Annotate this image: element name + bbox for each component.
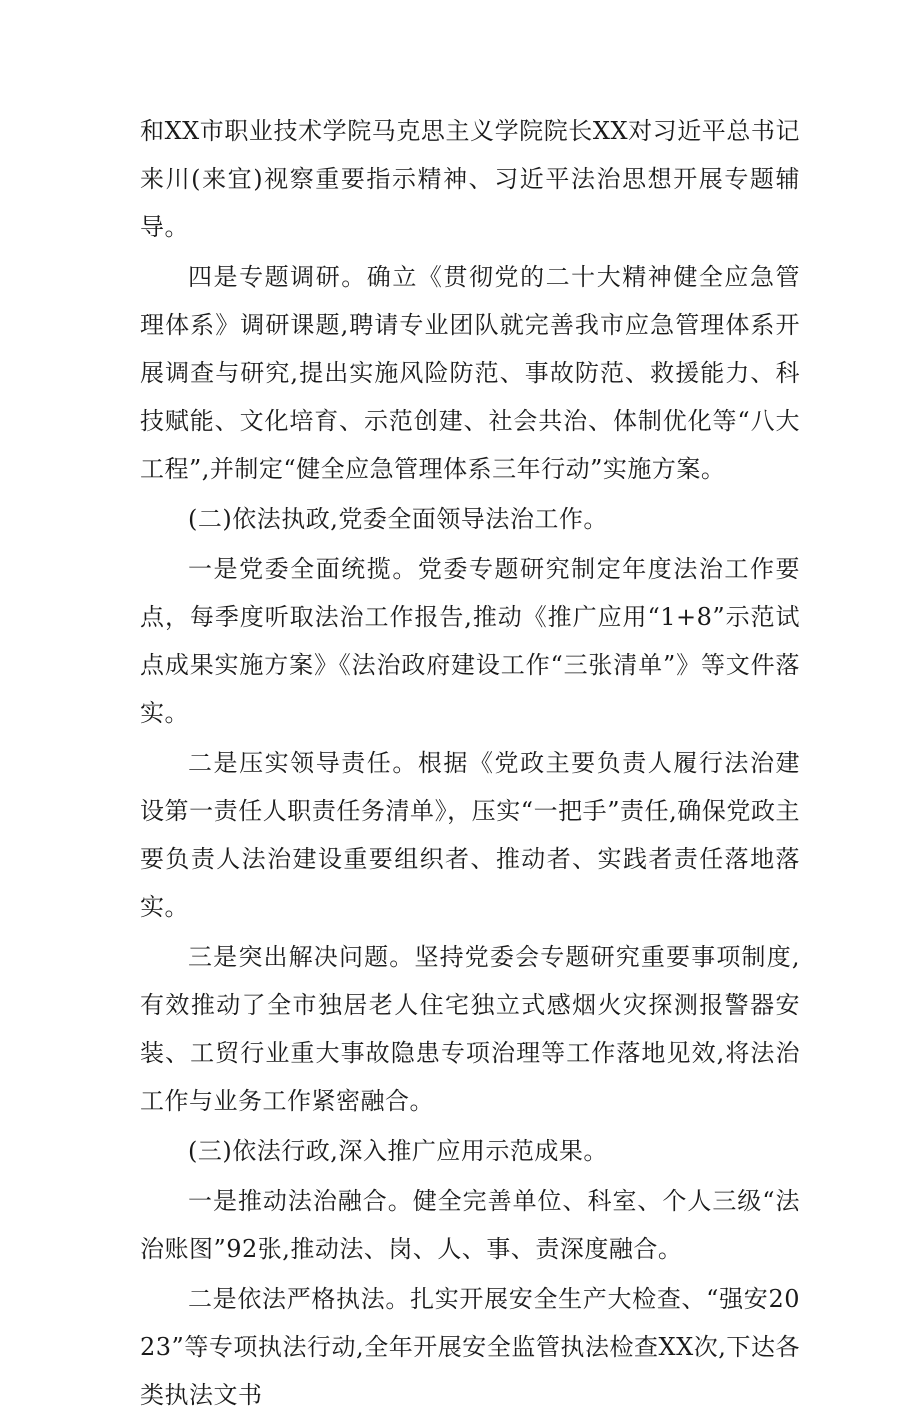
paragraph-solve-problems: 三是突出解决问题。坚持党委会专题研究重要事项制度,有效推动了全市独居老人住宅独立式感烟火灾探测报警器安装、工贸行业重大事故隐患专项治理等工作落地见效,将法治工作与业务工作紧密融合。: [140, 943, 800, 1115]
paragraph-party-overall: 一是党委全面统揽。党委专题研究制定年度法治工作要点，每季度听取法治工作报告,推动《推广应用“1+8”示范试点成果实施方案》《法治政府建设工作“三张清单”》等文件落实。: [140, 555, 800, 727]
paragraph-research: 四是专题调研。确立《贯彻党的二十大精神健全应急管理体系》调研课题,聘请专业团队就完善我市应急管理体系开展调查与研究,提出实施风险防范、事故防范、救援能力、科技赋能、文化培育、示范创建、社会共治、体制优化等“八大工程”,并制定“健全应急管理体系三年行动”实施方案。: [140, 263, 800, 483]
document-page: [140, 0, 800, 1409]
paragraph-rule-of-law-integration: 一是推动法治融合。健全完善单位、科室、个人三级“法治账图”92张,推动法、岗、人、事、责深度融合。: [140, 1187, 800, 1263]
paragraph-continuation: 和XX市职业技术学院马克思主义学院院长XX对习近平总书记来川(来宜)视察重要指示精神、习近平法治思想开展专题辅导。: [140, 117, 800, 241]
section-heading-2: (二)依法执政,党委全面领导法治工作。: [188, 505, 608, 533]
paragraph-leadership-responsibility: 二是压实领导责任。根据《党政主要负责人履行法治建设第一责任人职责任务清单》，压实“一把手”责任,确保党政主要负责人法治建设重要组织者、推动者、实践者责任落地落实。: [140, 749, 800, 921]
section-heading-3: (三)依法行政,深入推广应用示范成果。: [188, 1137, 608, 1165]
paragraph-strict-enforcement: 二是依法严格执法。扎实开展安全生产大检查、“强安2023”等专项执法行动,全年开展安全监管执法检查XX次,下达各类执法文书: [140, 1285, 800, 1409]
